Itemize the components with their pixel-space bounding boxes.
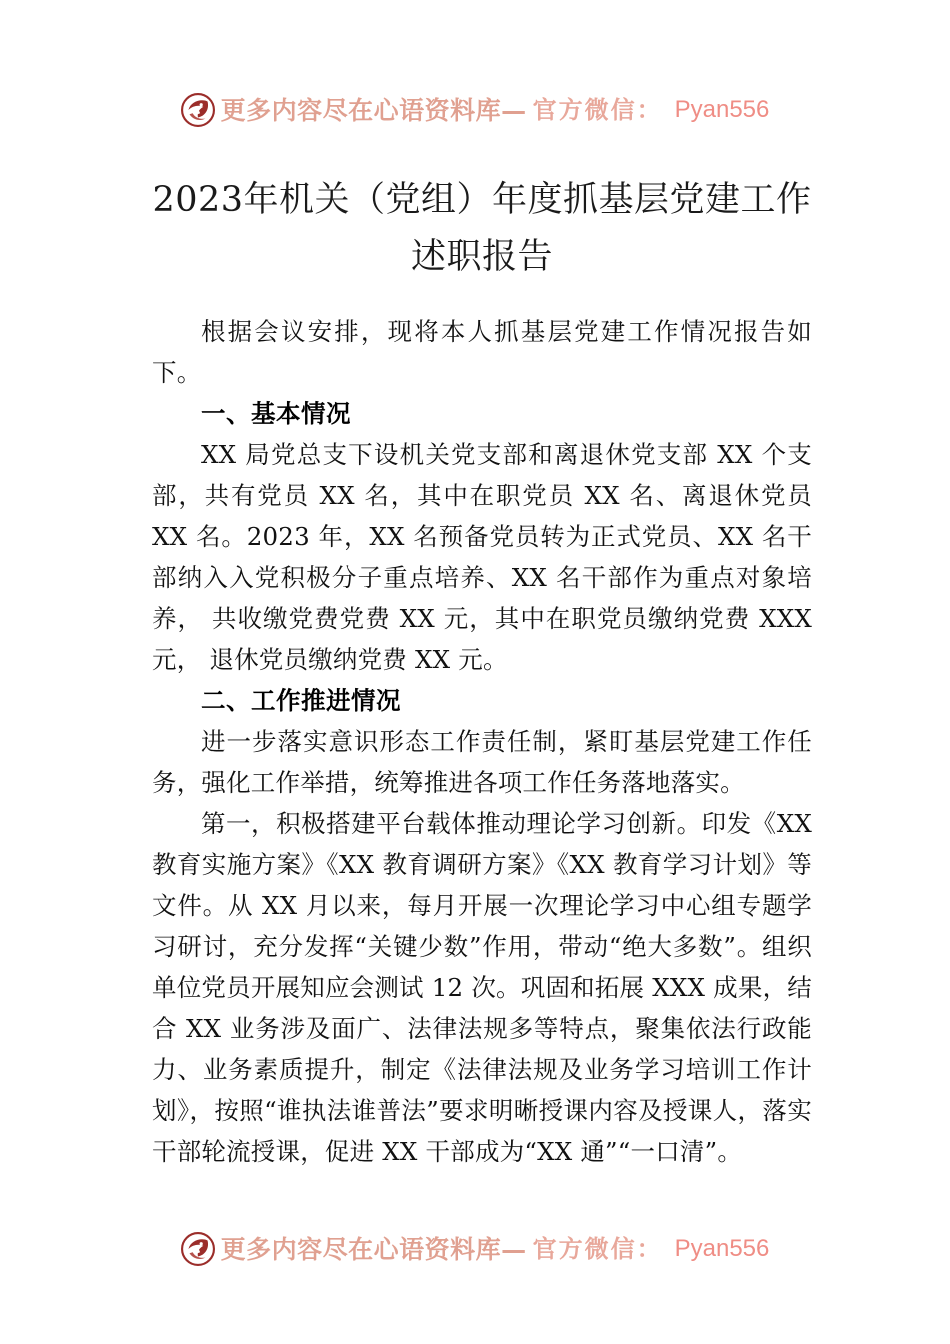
paragraph-intro: 根据会议安排，现将本人抓基层党建工作情况报告如下。 (152, 317, 812, 388)
watermark-main-text: 更多内容尽在心语资料库— (220, 95, 527, 125)
section-heading-2: 二、工作推进情况 (201, 686, 401, 716)
watermark-header (0, 93, 950, 127)
watermark-footer (0, 1232, 950, 1266)
watermark-sub-text: 官方微信： (532, 1234, 663, 1263)
paragraph-point-one: 第一，积极搭建平台载体推动理论学习创新。印发《XX 教育实施方案》《XX 教育调研方案》《XX 教育学习计划》等文件。从 XX 月以来，每月开展一次理论学习中心组专题学习研讨，充分发挥“关键少数”作用，带动“绝大多数”。组织单位党员开展知应会测试 12 次。巩固和拓展 XXX 成果，结合 XX 业务涉及面广、法律法规多等特点，聚集依法行政能力、业务素质提升，制定《法律法规及业务学习培训工作计划》，按照“谁执法谁普法”要求明晰授课内容及授课人，落实干部轮流授课，促进 XX 干部成为“XX 通”“一口清”。 (152, 809, 812, 1167)
paragraph-basic-situation: XX 局党总支下设机关党支部和离退休党支部 XX 个支部，共有党员 XX 名，其中在职党员 XX 名、离退休党员 XX 名。2023 年，XX 名预备党员转为正式党员、XX 名干部纳入入党积极分子重点培养、XX 名干部作为重点对象培养， 共收缴党费党费 XX 元，其中在职党员缴纳党费 XXX 元， 退休党员缴纳党费 XX 元。 (152, 440, 812, 675)
watermark-sub-text: 官方微信： (532, 95, 663, 124)
circular-fish-emblem-icon (181, 1232, 215, 1266)
watermark-handle-text: Pyan556 (674, 96, 770, 123)
page-title: 2023年机关（党组）年度抓基层党建工作述职报告 (152, 180, 812, 277)
circular-fish-emblem-icon (181, 93, 215, 127)
watermark-main-text: 更多内容尽在心语资料库— (220, 1234, 527, 1264)
document-body (152, 172, 812, 1172)
watermark-handle-text: Pyan556 (674, 1235, 770, 1262)
section-heading-1: 一、基本情况 (201, 399, 351, 429)
paragraph-work-progress: 进一步落实意识形态工作责任制，紧盯基层党建工作任务，强化工作举措，统筹推进各项工作任务落地落实。 (152, 727, 812, 798)
